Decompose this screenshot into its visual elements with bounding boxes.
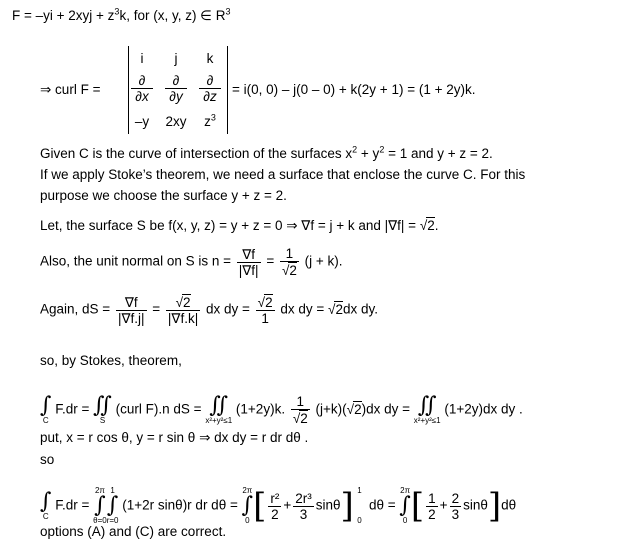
integral-line-1: ∫ C F.dr = ∬ S (curl F).n dS = ∬ x²+y²≤1 (1+2y)k. $\frac{1}{√2}$ (j+k)(√2)dx dy = ∬ x²+y²≤1 (1+2y)dx dy . <box>40 393 523 426</box>
field-text: F = –yi + 2xyj + z <box>12 8 115 23</box>
matrix-cell: 2xy <box>165 114 187 129</box>
curl-result: = i(0, 0) – j(0 – 0) + k(2y + 1) = (1 + 2y)k. <box>232 82 476 97</box>
exponent: 3 <box>114 6 120 17</box>
matrix-cell: –y <box>134 114 150 129</box>
determinant-matrix <box>128 46 228 134</box>
partial-operator: ∂ ∂x <box>125 73 159 104</box>
partial-operator: ∂ ∂z <box>193 73 227 104</box>
matrix-cell: i <box>140 51 144 66</box>
unit-normal-line: Also, the unit normal on S is n = $\frac{\nabla f}{|\nabla f|}$ = $\frac{1}{√2}$ (j + k). <box>40 246 343 278</box>
field-text-end: k, for (x, y, z) ∈ R <box>119 8 226 23</box>
area-element-line: Again, dS = $\frac{\nabla f}{|\nabla f.j|}$ = $\frac{√2}{|\nabla f.k|}$ dx dy = $\frac{√2}{1}$ dx dy = √2dx dy. <box>40 294 378 326</box>
curl-label: ⇒ curl F = <box>40 82 101 97</box>
exponent: 3 <box>225 6 231 17</box>
given-line: Given C is the curve of intersection of the surfaces $x^2 + y^2 = 1$ and y + z = 2. <box>40 144 493 161</box>
so-label: so <box>40 452 55 467</box>
polar-substitution-line: put, x = r cos θ, y = r sin θ ⇒ dx dy = r dr dθ . <box>40 430 309 445</box>
matrix-cell: $z^3$ <box>204 112 216 129</box>
surface-choice-line: purpose we choose the surface y + z = 2. <box>40 188 287 203</box>
field-definition <box>12 8 230 24</box>
answer-line: options (A) and (C) are correct. <box>40 524 227 539</box>
stokes-line: so, by Stokes, theorem, <box>40 353 182 368</box>
stokes-intro-line: If we apply Stoke’s theorem, we need a surface that enclose the curve C. For this <box>40 167 526 182</box>
matrix-cell: j <box>174 51 178 66</box>
integral-line-2: ∫ C F.dr = 2π ∫ θ=0 1 ∫ r=0 (1+2r sinθ)r dr dθ = 2π ∫ 0 [ $\frac{\text{r²}}{2}$ + $\frac{\text{2r³}}{3}$ sinθ] 1 0 dθ = 2π ∫ 0 [ $\frac{1}{2}$ + $\frac{2}{3}$ sinθ]dθ <box>40 486 517 526</box>
partial-operator: ∂ ∂y <box>159 73 193 104</box>
surface-line: Let, the surface S be f(x, y, z) = y + z = 0 ⇒ ∇f = j + k and |∇f| = √2. <box>40 218 439 233</box>
matrix-cell: k <box>206 51 214 66</box>
